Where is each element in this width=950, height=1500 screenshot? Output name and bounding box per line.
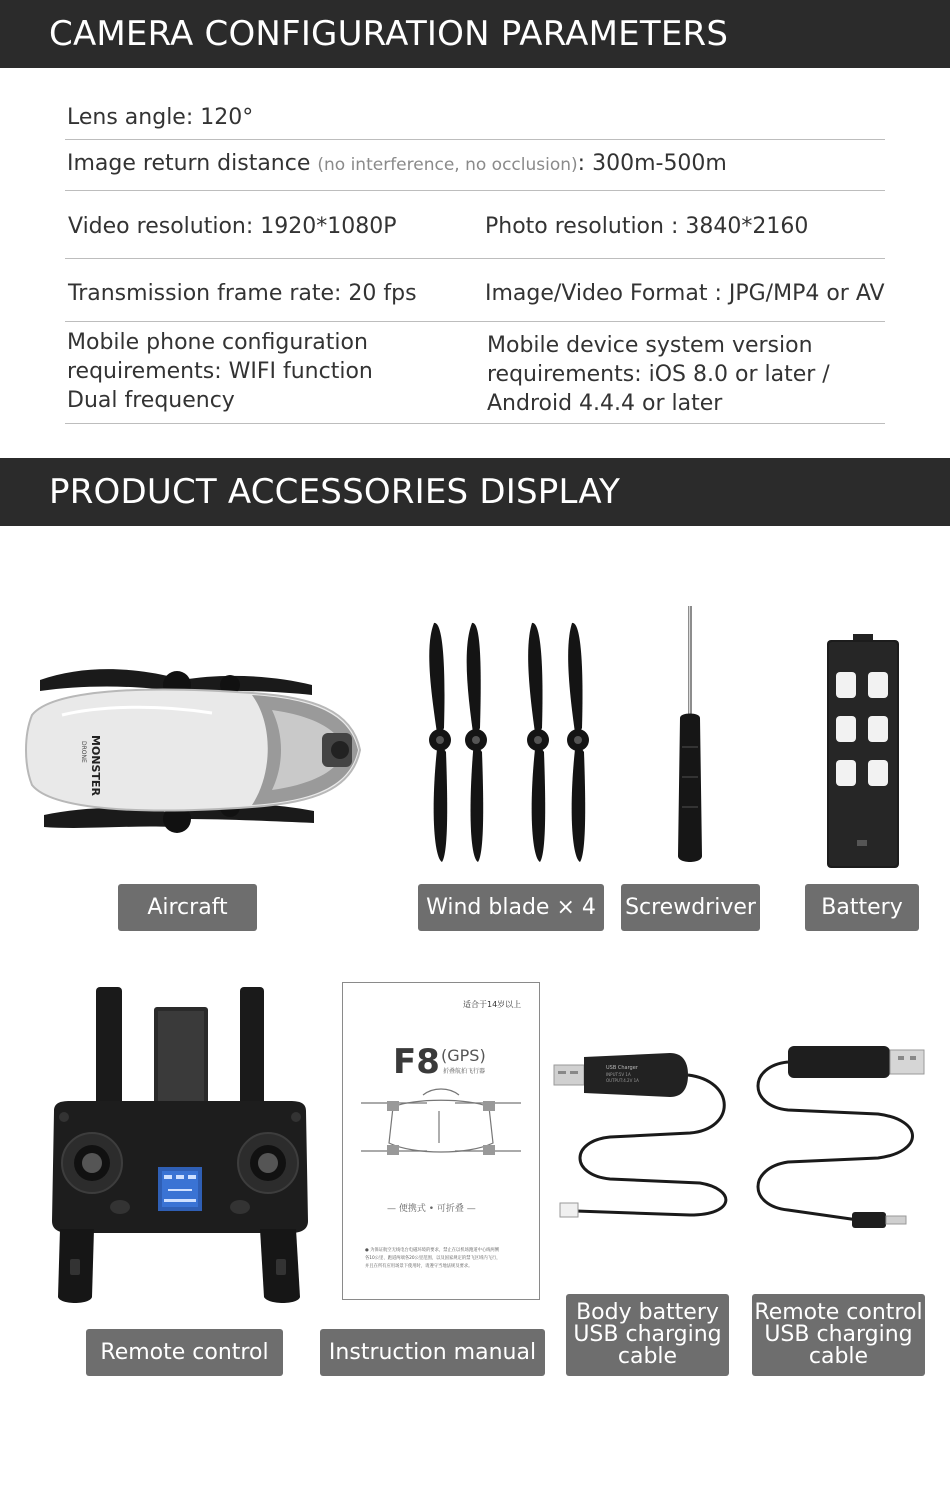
wind-blade-label: Wind blade × 4 xyxy=(418,884,604,931)
charger-label-1: USB Charger xyxy=(606,1065,638,1071)
drone-brand-text: MONSTER xyxy=(89,735,102,796)
battery-label: Battery xyxy=(805,884,919,931)
phone-req-line-2: requirements: WIFI function xyxy=(67,359,373,384)
manual-tagline-text: — 便携式 • 可折叠 — xyxy=(387,1204,476,1214)
drone-sub-text: DRONE xyxy=(80,741,87,763)
body-battery-cable-image xyxy=(550,1045,740,1225)
manual-model-text: F8 xyxy=(393,1042,440,1082)
accessories-banner xyxy=(0,458,950,526)
instruction-manual-label: Instruction manual xyxy=(320,1329,545,1376)
body-cable-line-2: USB charging xyxy=(573,1322,722,1347)
phone-req-line-3: Dual frequency xyxy=(67,388,235,413)
manual-illustration xyxy=(343,983,539,1299)
remote-cable-line-1: Remote control xyxy=(754,1300,923,1325)
body-cable-line-1: Body battery xyxy=(576,1300,719,1325)
screwdriver-label: Screwdriver xyxy=(621,884,760,931)
aircraft-label: Aircraft xyxy=(118,884,257,931)
charger-label-2: INPUT:5V 1A xyxy=(606,1072,631,1077)
divider xyxy=(65,423,885,424)
charger-label-3: OUTPUT:4.2V 1A xyxy=(606,1078,639,1083)
remote-cable-line-2: USB charging xyxy=(764,1322,913,1347)
system-requirements-spec xyxy=(487,331,830,418)
remote-cable-image xyxy=(748,1030,928,1240)
camera-parameters-heading: CAMERA CONFIGURATION PARAMETERS xyxy=(49,14,729,54)
body-cable-line-3: cable xyxy=(617,1344,678,1369)
accessories-heading: PRODUCT ACCESSORIES DISPLAY xyxy=(49,472,621,512)
image-video-format-spec: Image/Video Format : JPG/MP4 or AV xyxy=(485,281,885,306)
divider xyxy=(65,190,885,191)
system-req-line-1: Mobile device system version xyxy=(487,333,813,358)
manual-age-text: 适合于14岁以上 xyxy=(463,1000,522,1009)
phone-req-line-1: Mobile phone configuration xyxy=(67,330,368,355)
system-req-line-3: Android 4.4.4 or later xyxy=(487,391,723,416)
distance-note: (no interference, no occlusion) xyxy=(317,155,578,175)
aircraft-image xyxy=(22,655,372,845)
divider xyxy=(65,321,885,322)
screwdriver-image xyxy=(672,606,708,868)
phone-requirements-spec xyxy=(67,328,373,415)
system-req-line-2: requirements: iOS 8.0 or later / xyxy=(487,362,830,387)
manual-subtitle-text: 折叠航拍飞行器 xyxy=(443,1068,486,1075)
divider xyxy=(65,139,885,140)
camera-parameters-banner xyxy=(0,0,950,68)
image-return-distance-spec xyxy=(67,149,727,180)
video-resolution-spec: Video resolution: 1920*1080P xyxy=(68,214,397,239)
divider xyxy=(65,258,885,259)
remote-control-label: Remote control xyxy=(86,1329,283,1376)
instruction-manual-image xyxy=(342,982,540,1300)
wind-blades-image xyxy=(412,618,597,866)
lens-angle-spec: Lens angle: 120° xyxy=(67,105,254,130)
manual-fine-print-3: 并且在所有应用场景下使用时，请遵守当地法规及要求。 xyxy=(365,1264,473,1269)
frame-rate-spec: Transmission frame rate: 20 fps xyxy=(68,281,417,306)
remote-cable-label xyxy=(752,1294,925,1376)
manual-fine-print-2: 各10公里、跑道两端各20公里范围、以及国家规定的禁飞区域内飞行， xyxy=(365,1256,501,1261)
manual-gps-text: (GPS) xyxy=(441,1046,486,1065)
photo-resolution-spec: Photo resolution : 3840*2160 xyxy=(485,214,809,239)
manual-fine-print-1: ● 为保证航空无线电台电磁环境的要求，禁止在以机场跑道中心线两侧 xyxy=(365,1248,500,1253)
remote-control-image xyxy=(46,985,312,1307)
body-battery-cable-label xyxy=(566,1294,729,1376)
distance-label: Image return distance xyxy=(67,151,311,176)
remote-cable-line-3: cable xyxy=(808,1344,869,1369)
distance-value: : 300m-500m xyxy=(577,151,727,176)
battery-image xyxy=(823,634,903,870)
